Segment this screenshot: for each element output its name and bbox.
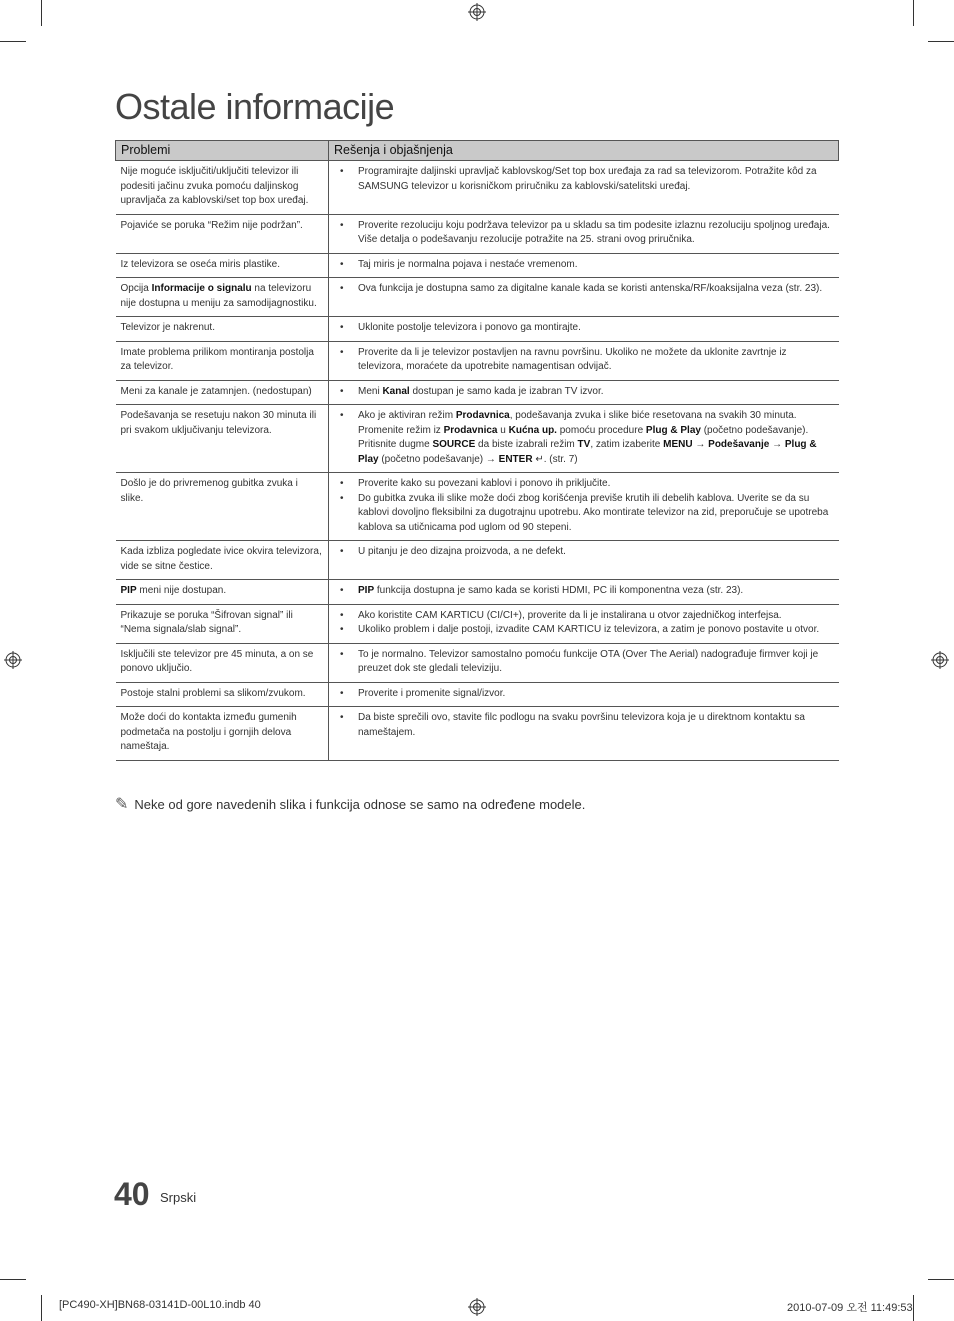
solution-item: • Ako koristite CAM KARTICU (CI/CI+), proverite da li je instalirana u otvor zajedničkog interfejsa. — [337, 609, 834, 624]
solution-item — [337, 409, 834, 467]
solution-list — [337, 609, 834, 638]
text-fragment: → — [692, 439, 709, 450]
page-title: Ostale informacije — [115, 86, 395, 127]
text-fragment: pomoću procedure — [556, 424, 646, 436]
text-fragment: u — [497, 424, 509, 436]
bold-term: PIP — [120, 585, 137, 596]
text-fragment: Meni — [358, 385, 383, 397]
text-fragment: funkcija dostupna je samo kada se koristi HDMI, PC ili komponentna veza (str. 23). — [374, 585, 744, 596]
table-row — [116, 541, 839, 580]
text-fragment: , zatim izaberite — [590, 439, 664, 450]
solution-cell — [329, 214, 839, 253]
crop-mark — [41, 0, 42, 26]
solution-list — [337, 219, 834, 248]
solution-item: • Programirajte daljinski upravljač kablovskog/Set top box uređaja za rad sa televizorom. Potražite kôd za SAMSUNG televizor u korisničkom priručniku za kablovski/satelitski uređaj. — [337, 165, 834, 194]
solution-item: • Proverite da li je televizor postavljen na ravnu površinu. Ukoliko ne možete da uklonite zavrtnje iz televizora, moraćete da upotrebite namagentisan odvijač. — [337, 346, 834, 375]
table-row — [116, 253, 839, 278]
bold-term: PIP — [358, 585, 375, 596]
solution-item: • Da biste sprečili ovo, stavite filc podlogu na svaku površinu televizora koja je u direktnom kontaktu sa nameštajem. — [337, 711, 834, 740]
pencil-note-icon: ✎ — [115, 796, 129, 813]
solution-list — [337, 346, 834, 375]
table-row — [116, 473, 839, 541]
solution-cell — [329, 682, 839, 707]
table-row — [116, 317, 839, 342]
problem-cell: Nije moguće isključiti/uključiti televizor ili podesiti jačinu zvuka pomoću daljinskog upravljača za kablovski/set top box uređaj. — [116, 161, 329, 215]
solution-list — [337, 258, 834, 273]
crop-mark — [0, 41, 26, 42]
text-fragment: ↵. (str. 7) — [532, 453, 578, 465]
crop-mark — [41, 1295, 42, 1321]
bold-term: Podešavanje — [708, 439, 770, 450]
text-fragment: Ako je aktiviran režim — [358, 410, 456, 421]
crop-mark — [913, 1295, 914, 1321]
solution-cell — [329, 341, 839, 380]
solution-cell — [329, 541, 839, 580]
text-fragment: da biste izabrali režim — [475, 439, 578, 450]
problem-cell: Došlo je do privremenog gubitka zvuka i slike. — [116, 473, 329, 541]
table-row — [116, 643, 839, 682]
problem-cell — [116, 278, 329, 317]
solution-list — [337, 687, 834, 702]
crop-mark — [928, 41, 954, 42]
bold-term: SOURCE — [432, 439, 476, 450]
solution-item: • Uklonite postolje televizora i ponovo ga montirajte. — [337, 321, 834, 336]
solution-cell — [329, 643, 839, 682]
problem-cell: Iz televizora se oseća miris plastike. — [116, 253, 329, 278]
solution-cell — [329, 317, 839, 342]
footnote-text: Neke od gore navedenih slika i funkcija odnose se samo na određene modele. — [134, 796, 586, 812]
text-fragment: , podešavanja zvuka i slike biće resetovana na svakih 30 minuta. Promenite režim iz — [358, 410, 797, 436]
bold-term: Prodavnica — [443, 424, 498, 436]
column-header-problems: Problemi — [116, 141, 329, 161]
registration-mark-icon — [931, 651, 949, 669]
solution-list — [337, 165, 834, 194]
footnote — [115, 794, 585, 814]
solution-list — [337, 477, 834, 535]
problem-cell: Imate problema prilikom montiranja postolja za televizor. — [116, 341, 329, 380]
solution-cell — [329, 253, 839, 278]
table-row — [116, 161, 839, 215]
page-language: Srpski — [160, 1190, 197, 1205]
registration-mark-icon — [4, 651, 22, 669]
solution-item: • Ukoliko problem i dalje postoji, izvadite CAM KARTICU iz televizora, a zatim je ponovo postavite u otvor. — [337, 623, 834, 638]
problem-cell: Meni za kanale je zatamnjen. (nedostupan) — [116, 380, 329, 405]
bold-term: Plug & Play — [645, 424, 701, 436]
solution-cell — [329, 161, 839, 215]
crop-mark — [0, 1279, 26, 1280]
problem-cell — [116, 580, 329, 605]
table-row — [116, 682, 839, 707]
problem-cell: Kada izbliza pogledate ivice okvira televizora, vide se sitne čestice. — [116, 541, 329, 580]
solution-list — [337, 648, 834, 677]
bold-term: Prodavnica — [455, 410, 510, 421]
solution-cell — [329, 380, 839, 405]
solution-item: • Proverite kako su povezani kablovi i ponovo ih priključite. — [337, 477, 834, 492]
solution-cell — [329, 580, 839, 605]
table-row — [116, 214, 839, 253]
solution-cell — [329, 604, 839, 643]
solution-list — [337, 385, 834, 400]
solution-item: • Do gubitka zvuka ili slike može doći zbog korišćenja previše krutih ili debelih kablova. Uverite se da su kablovi dovoljno fleksibilni za dugotrajnu upotrebu. Ako montirate televizor na zid, preporučuje se upotreba kablova sa utičnicama pod uglom od 90 stepeni. — [337, 492, 834, 536]
table-header-row — [116, 141, 839, 161]
problem-cell: Televizor je nakrenut. — [116, 317, 329, 342]
problem-cell: Može doći do kontakta između gumenih podmetača na postolju i gornjih delova nameštaja. — [116, 707, 329, 761]
text-fragment: (početno podešavanje). Pritisnite dugme — [358, 424, 809, 450]
solution-list — [337, 545, 834, 560]
solution-list — [337, 321, 834, 336]
solution-item: • Proverite i promenite signal/izvor. — [337, 687, 834, 702]
text-fragment: → — [769, 439, 785, 450]
bold-term: Kućna up. — [508, 424, 557, 436]
crop-mark — [913, 0, 914, 26]
text-fragment: na televizoru nije dostupna u meniju za samodijagnostiku. — [120, 283, 317, 309]
table-row — [116, 278, 839, 317]
bold-term: Plug & Play — [358, 439, 817, 465]
solution-item: • Taj miris je normalna pojava i nestaće vremenom. — [337, 258, 834, 273]
text-fragment: Opcija — [120, 283, 152, 294]
column-header-solutions: Rešenja i objašnjenja — [329, 141, 839, 161]
bold-term: Kanal — [382, 385, 410, 397]
text-fragment: (početno podešavanje) → — [378, 453, 499, 465]
solution-cell — [329, 707, 839, 761]
solution-item: • U pitanju je deo dizajna proizvoda, a ne defekt. — [337, 545, 834, 560]
bold-term: TV — [577, 439, 591, 450]
solution-item: • Ova funkcija je dostupna samo za digitalne kanale kada se koristi antenska/RF/koaksijalna veza (str. 23). — [337, 282, 834, 297]
solution-cell — [329, 278, 839, 317]
solution-item: • Proverite rezoluciju koju podržava televizor pa u skladu sa tim podesite izlaznu rezoluciju spoljnog uređaja. Više detalja o podešavanju rezolucije potražite na 25. strani ovog priručnika. — [337, 219, 834, 248]
solution-list — [337, 711, 834, 740]
solution-list — [337, 282, 834, 297]
text-fragment: meni nije dostupan. — [136, 585, 227, 596]
solution-list — [337, 584, 834, 599]
bold-term: MENU — [663, 439, 693, 450]
bold-term: Informacije o signalu — [151, 283, 252, 294]
solution-item: • To je normalno. Televizor samostalno pomoću funkcije OTA (Over The Aerial) nadograđuje firmver koji je preuzet dok ste gledali televiziju. — [337, 648, 834, 677]
registration-mark-icon — [468, 1298, 486, 1316]
bold-term: ENTER — [498, 453, 533, 465]
problem-cell: Pojaviće se poruka “Režim nije podržan”. — [116, 214, 329, 253]
solution-item — [337, 584, 834, 599]
table-row — [116, 580, 839, 605]
table-row — [116, 380, 839, 405]
solution-cell — [329, 473, 839, 541]
text-fragment: dostupan je samo kada je izabran TV izvor. — [409, 385, 604, 397]
problem-cell: Podešavanja se resetuju nakon 30 minuta ili pri svakom uključivanju televizora. — [116, 405, 329, 473]
table-row — [116, 341, 839, 380]
problem-cell: Postoje stalni problemi sa slikom/zvukom. — [116, 682, 329, 707]
registration-mark-icon — [468, 3, 486, 21]
footer-file-info: [PC490-XH]BN68-03141D-00L10.indb 40 — [59, 1299, 261, 1311]
crop-mark — [928, 1279, 954, 1280]
table-row — [116, 707, 839, 761]
solution-cell — [329, 405, 839, 473]
solution-item — [337, 385, 834, 400]
page-number: 40 — [114, 1176, 150, 1212]
table-row — [116, 604, 839, 643]
problem-cell: Isključili ste televizor pre 45 minuta, a on se ponovo uključio. — [116, 643, 329, 682]
solution-list — [337, 409, 834, 467]
table-row — [116, 405, 839, 473]
footer-timestamp: 2010-07-09 오전 11:49:53 — [787, 1302, 913, 1314]
problem-cell: Prikazuje se poruka “Šifrovan signal” ili “Nema signala/slab signal”. — [116, 604, 329, 643]
troubleshooting-table — [115, 140, 839, 761]
